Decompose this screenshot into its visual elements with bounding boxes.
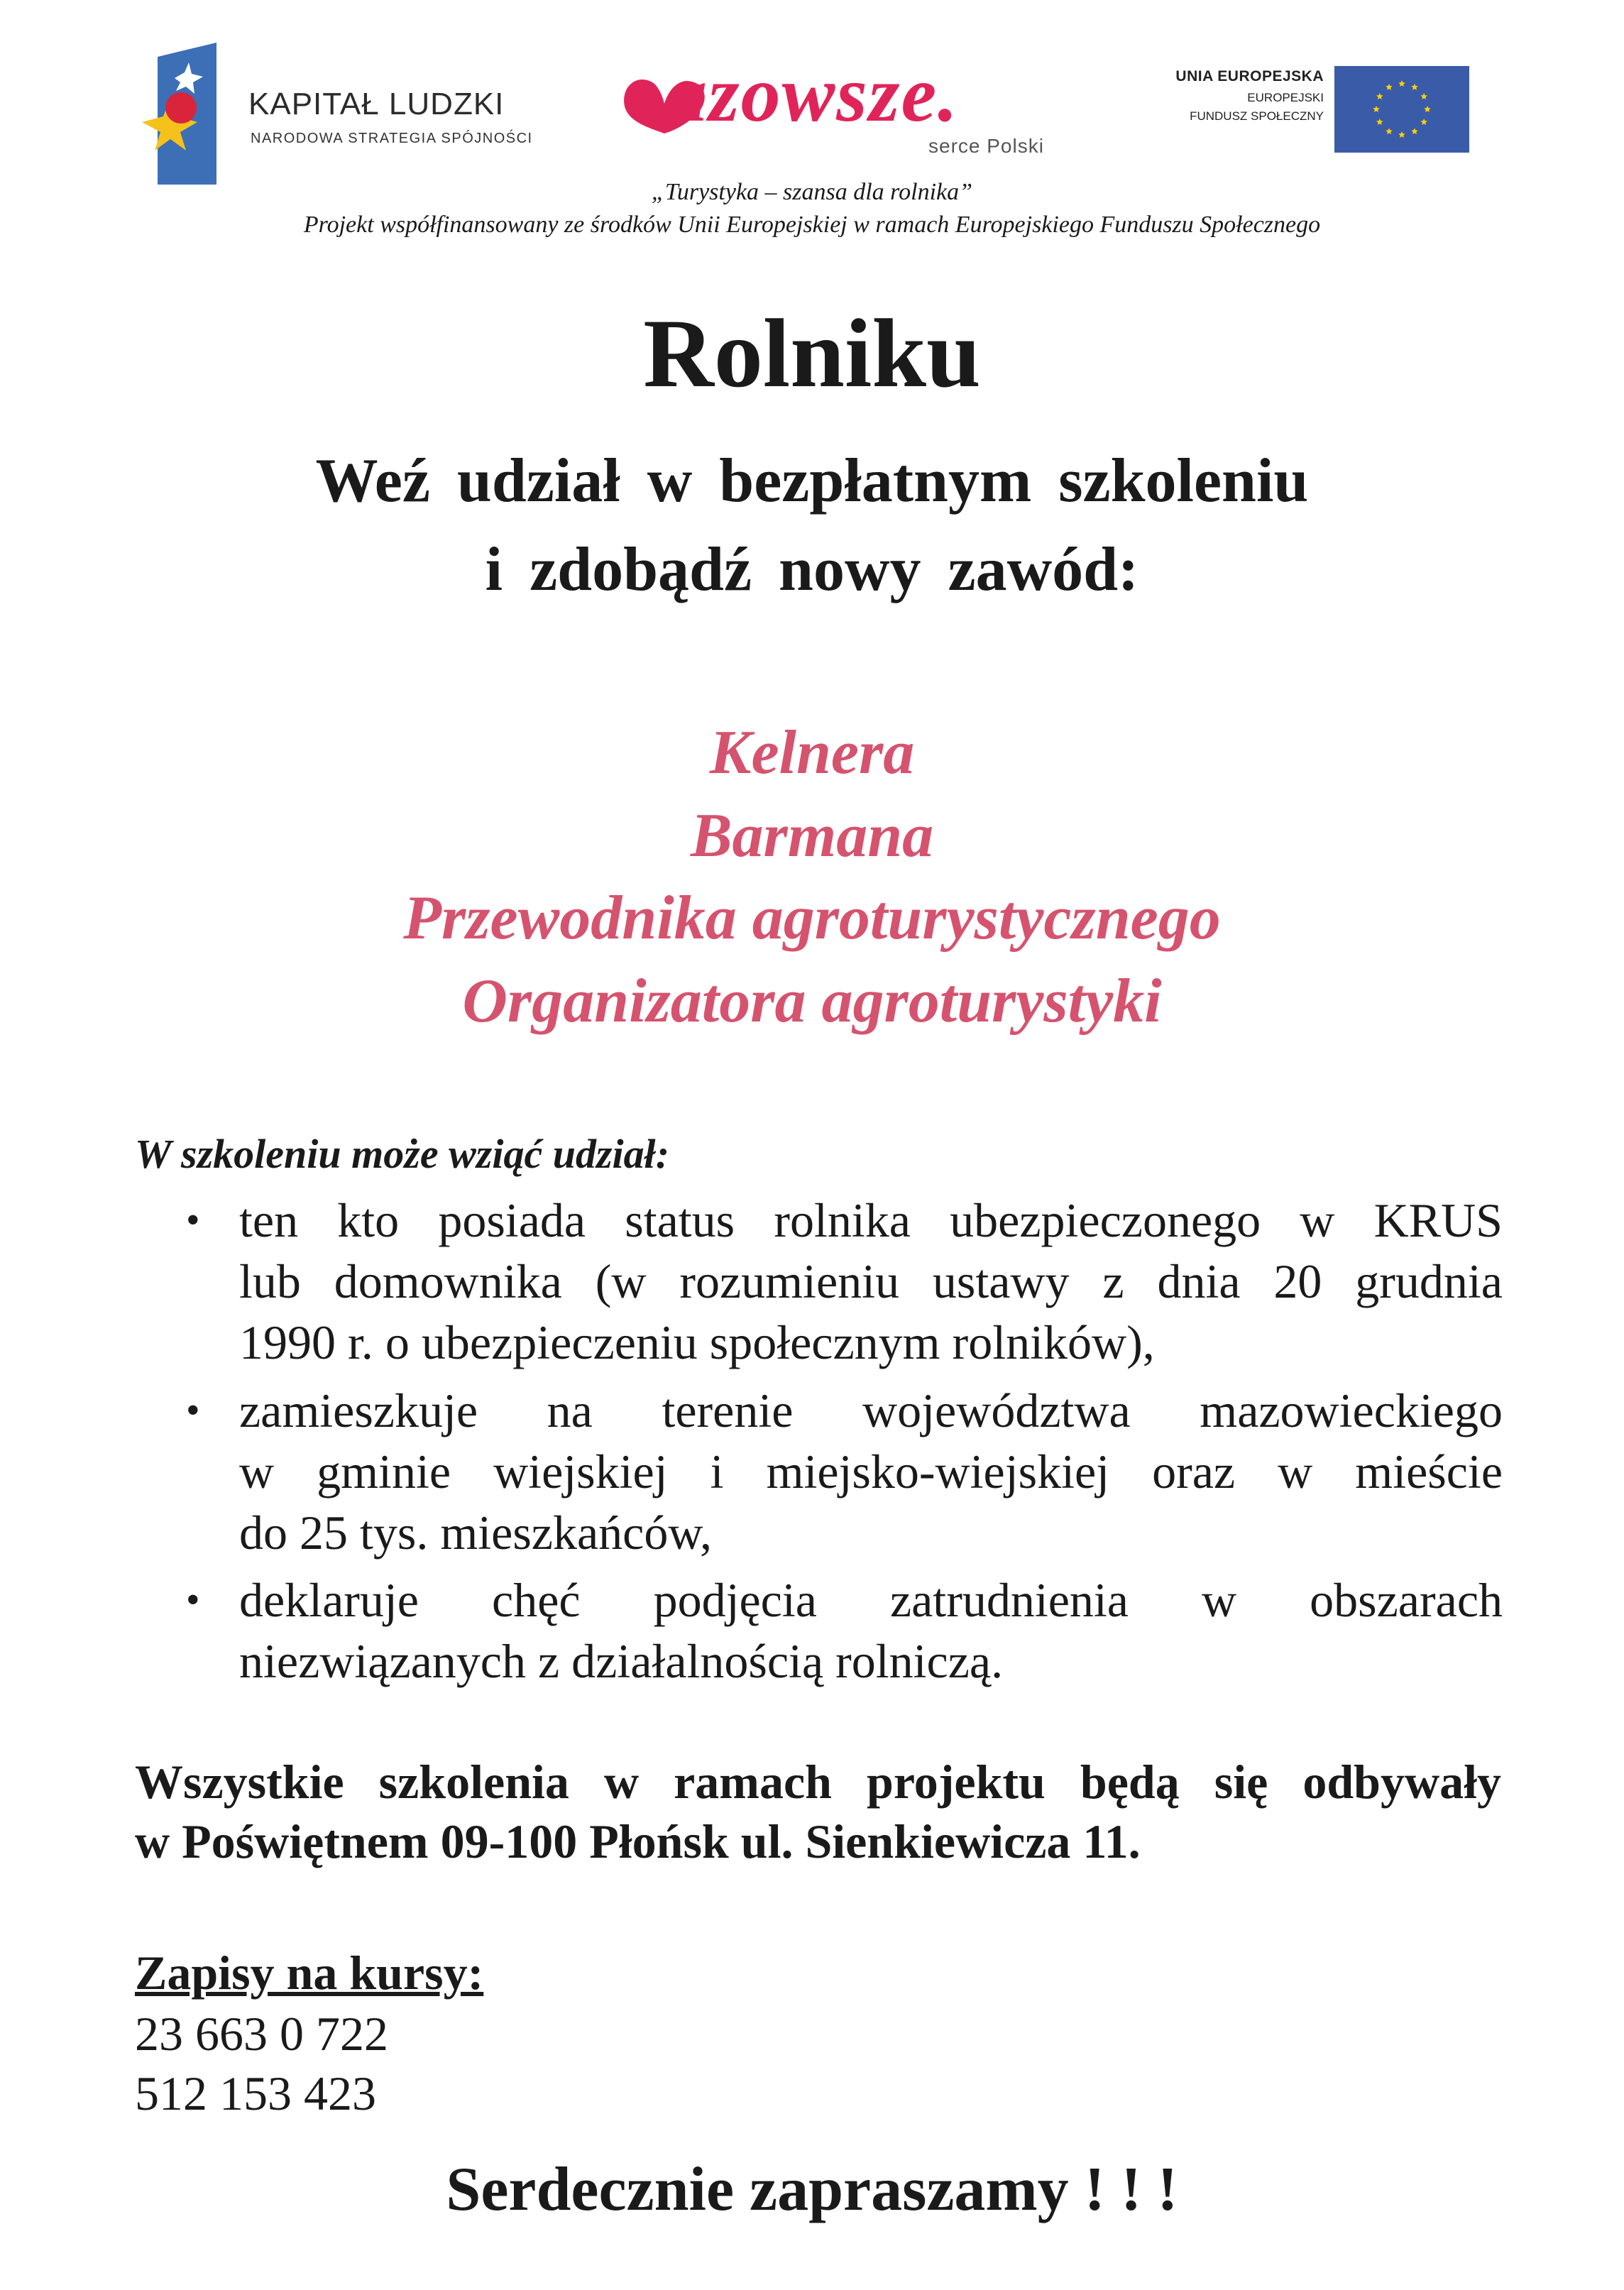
kapital-ludzki-logo-icon xyxy=(142,43,220,185)
closing-invitation: Serdecznie zapraszamy ! ! ! xyxy=(446,2155,1178,2224)
phone-number: 512 153 423 xyxy=(135,2066,376,2120)
eligibility-item-line: 1990 r. o ubezpieczeniu społecznym rolników), xyxy=(239,1315,1155,1369)
bullet-icon: • xyxy=(186,1388,200,1432)
profession-agritourism-guide: Przewodnika agroturystycznego xyxy=(403,884,1221,953)
training-location-line-1: Wszystkie szkolenia w ramach projektu będą się odbywały xyxy=(135,1755,1501,1809)
subheading-line-1: Weź udział w bezpłatnym szkoleniu xyxy=(315,447,1309,515)
mazowsze-logo xyxy=(618,57,1079,135)
bullet-icon: • xyxy=(186,1578,200,1622)
project-quote: „Turystyka – szansa dla rolnika” xyxy=(651,179,973,205)
phone-number: 23 663 0 722 xyxy=(135,2007,388,2061)
eu-label-line2: EUROPEJSKI xyxy=(1247,91,1324,104)
mazowsze-logo-text: azowsze. xyxy=(667,57,960,135)
eligibility-item-line: lub domownika (w rozumieniu ustawy z dnia 20 grudnia xyxy=(239,1254,1503,1308)
training-location xyxy=(135,1752,1501,1871)
eligibility-item-krus xyxy=(239,1190,1503,1373)
eligibility-item-residence xyxy=(239,1380,1503,1563)
eligibility-item-line: ten kto posiada status rolnika ubezpieczonego w KRUS xyxy=(239,1193,1503,1247)
training-location-line-2: w Poświętnem 09-100 Płońsk ul. Sienkiewicza 11. xyxy=(135,1814,1141,1868)
bullet-icon: • xyxy=(186,1198,200,1242)
profession-agritourism-organizer: Organizatora agroturystyki xyxy=(462,967,1162,1036)
eligibility-item-line: deklaruje chęć podjęcia zatrudnienia w obszarach xyxy=(239,1573,1503,1627)
mazowsze-subtitle: serce Polski xyxy=(928,135,1044,157)
eu-label xyxy=(1136,68,1324,124)
page-title: Rolniku xyxy=(643,299,981,407)
project-funding-line: Projekt współfinansowany ze środków Unii Europejskiej w ramach Europejskiego Funduszu Społecznego xyxy=(303,212,1321,238)
eligibility-title: W szkoleniu może wziąć udział: xyxy=(135,1131,670,1177)
eligibility-item-line: do 25 tys. mieszkańców, xyxy=(239,1506,713,1560)
registration-title: Zapisy na kursy: xyxy=(135,1946,484,2000)
eligibility-item-line: zamieszkuje na terenie województwa mazowieckiego xyxy=(239,1384,1503,1437)
eu-label-line1: UNIA EUROPEJSKA xyxy=(1175,68,1324,84)
eligibility-item-line: w gminie wiejskiej i miejsko-wiejskiej oraz w mieście xyxy=(239,1445,1503,1499)
eligibility-item-employment xyxy=(239,1569,1503,1692)
eu-label-line3: FUNDUSZ SPOŁECZNY xyxy=(1190,109,1324,123)
eu-flag-icon xyxy=(1334,66,1469,153)
profession-waiter: Kelnera xyxy=(709,718,915,787)
kapital-ludzki-title: KAPITAŁ LUDZKI xyxy=(248,87,505,121)
kapital-ludzki-subtitle: NARODOWA STRATEGIA SPÓJNOŚCI xyxy=(251,131,533,146)
eligibility-item-line: niezwiązanych z działalnością rolniczą. xyxy=(239,1634,1004,1688)
profession-bartender: Barmana xyxy=(690,801,934,870)
subheading-line-2: i zdobądź nowy zawód: xyxy=(485,535,1139,604)
